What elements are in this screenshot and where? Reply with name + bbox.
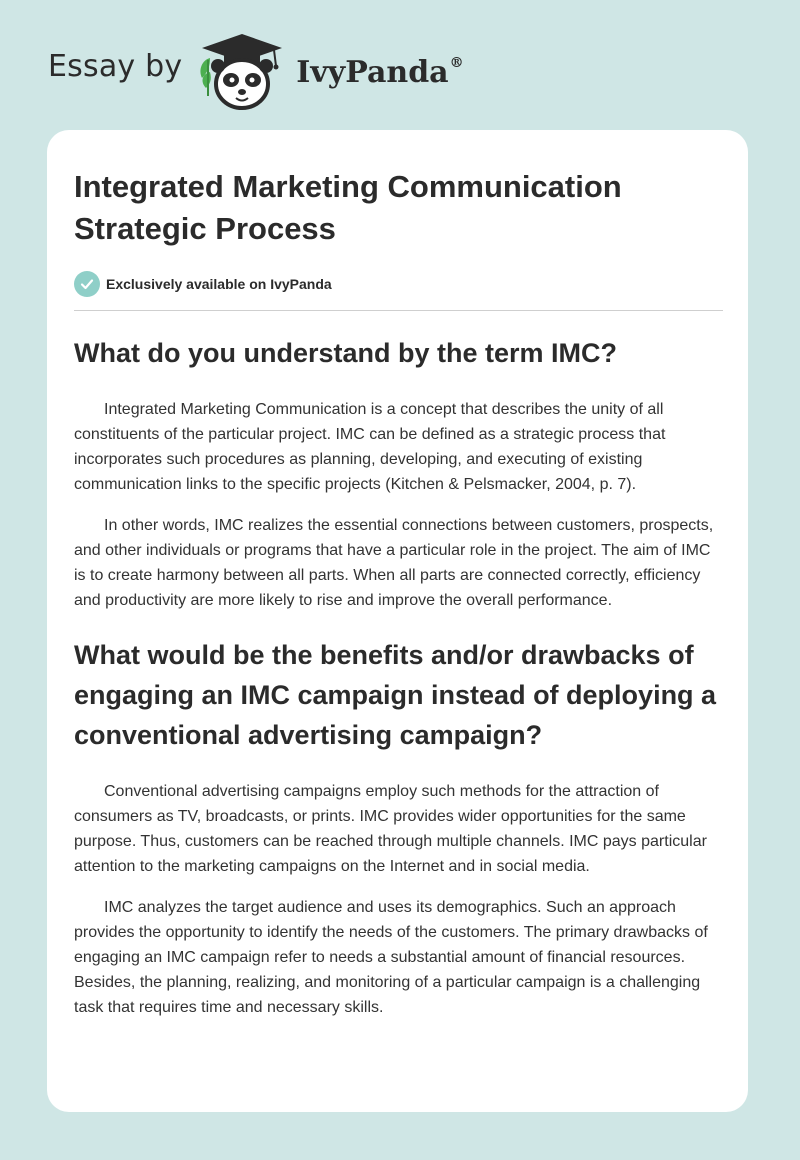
exclusive-badge	[74, 270, 723, 298]
page-title: Integrated Marketing Communication Strategic Process	[74, 169, 622, 246]
check-circle-icon	[74, 271, 100, 297]
site-header	[48, 30, 464, 110]
paragraph: In other words, IMC realizes the essential connections between customers, prospects, and other individuals or programs that have a particular role in the project. The aim of IMC is to create harmony between all parts. When all parts are connected correctly, efficiency and productivity are more likely to rise and improve the overall performance.	[74, 517, 714, 609]
brand-name[interactable]: IvyPanda®	[296, 54, 464, 90]
paragraph: Integrated Marketing Communication is a concept that describes the unity of all constituents of the particular project. IMC can be defined as a strategic process that incorporates such procedures as planning, developing, and executing of existing communication links to the specific projects (Kitchen & Pelsmacker, 2004, p. 7).	[74, 401, 666, 493]
exclusive-label: Exclusively available on IvyPanda	[106, 276, 332, 292]
registered-mark: ®	[449, 54, 464, 71]
paragraph: Conventional advertising campaigns employ such methods for the attraction of consumers as TV, broadcasts, or prints. IMC provides wider opportunities for the same purpose. Thus, customers can be reached through multiple channels. IMC pays particular attention to the marketing campaigns on the Internet and in social media.	[74, 783, 707, 875]
panda-graduate-icon[interactable]	[196, 30, 288, 110]
article-card	[47, 130, 748, 1112]
divider	[74, 310, 723, 311]
essay-by-label: Essay by	[48, 48, 183, 84]
paragraph: IMC analyzes the target audience and uses its demographics. Such an approach provides the opportunity to identify the needs of the customers. The primary drawbacks of engaging an IMC campaign refer to needs a substantial amount of financial resources. Besides, the planning, realizing, and monitoring of a particular campaign is a challenging task that requires time and necessary skills.	[74, 899, 708, 1016]
article-content	[74, 130, 723, 1020]
section-heading-benefits: What would be the benefits and/or drawbacks of engaging an IMC campaign instead of deploying a conventional advertising campaign?	[74, 640, 717, 750]
section-heading-imc: What do you understand by the term IMC?	[74, 338, 618, 368]
